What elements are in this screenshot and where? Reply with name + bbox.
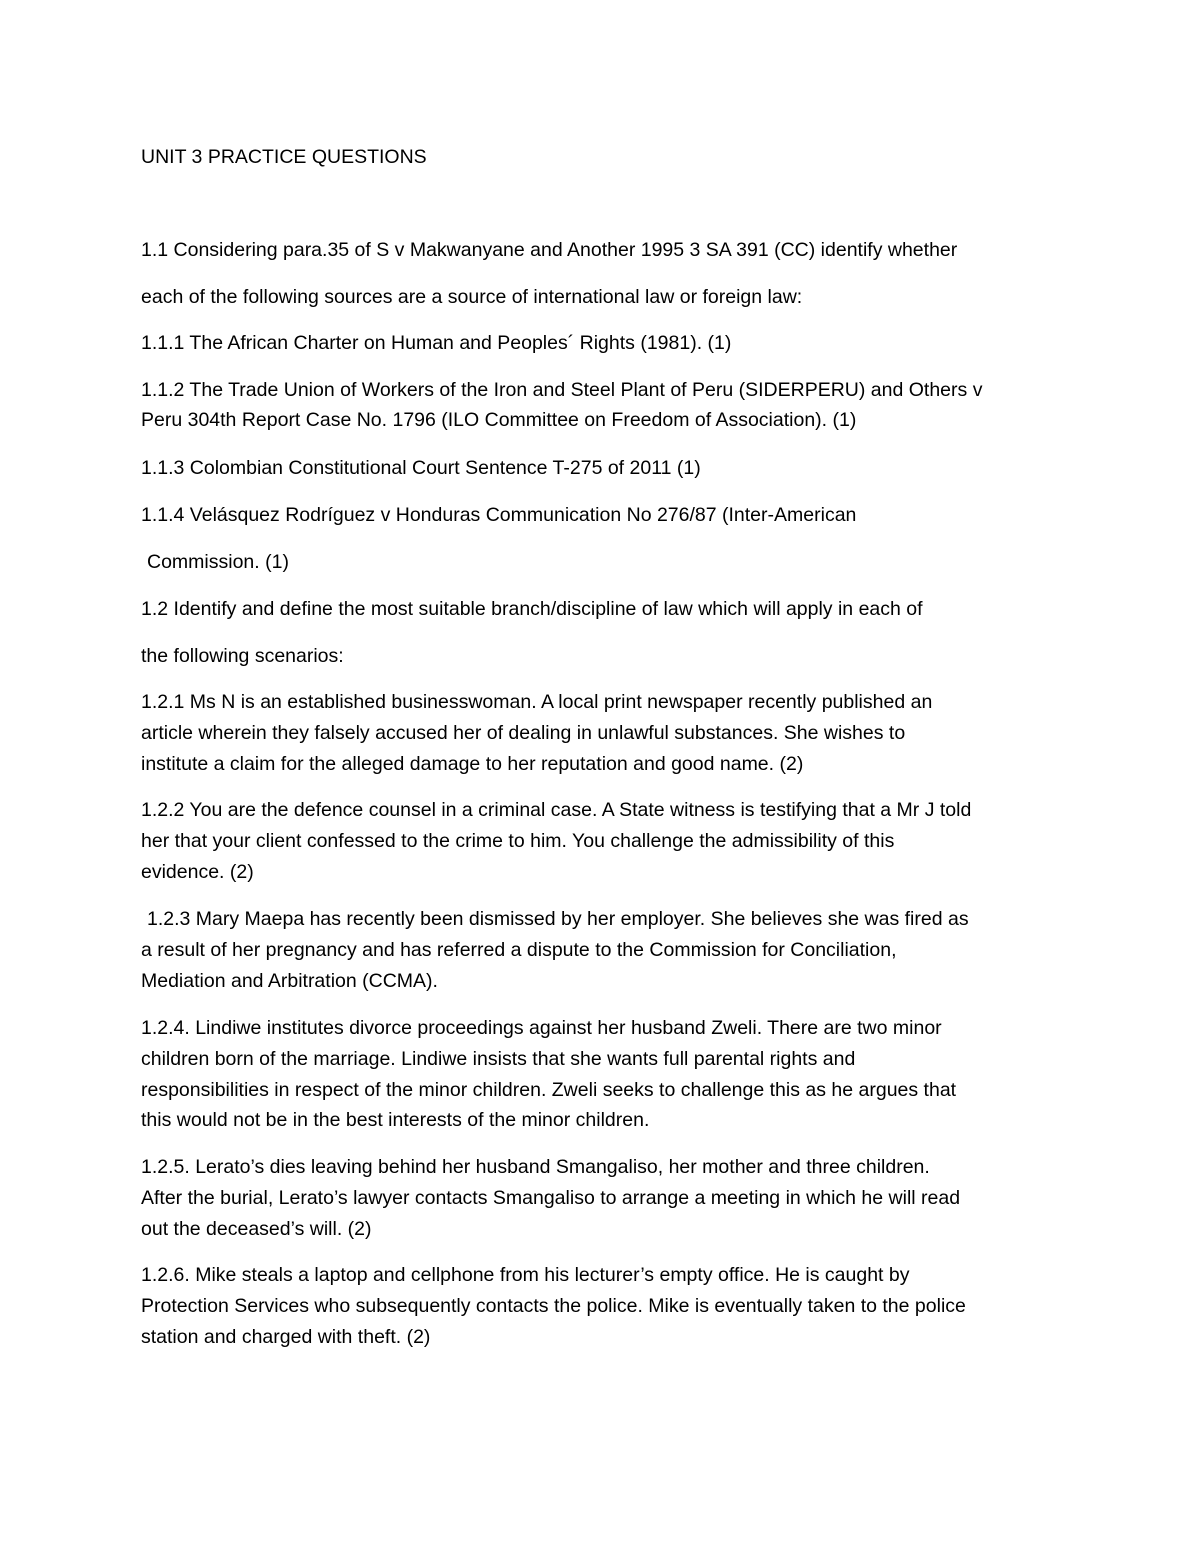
question-1-2-1-line-3: institute a claim for the alleged damage to her reputation and good name. (2) xyxy=(141,753,804,775)
question-1-1-3-line-1: 1.1.3 Colombian Constitutional Court Sentence T-275 of 2011 (1) xyxy=(141,457,701,479)
question-1-2-4-line-1: 1.2.4. Lindiwe institutes divorce proceedings against her husband Zweli. There are two minor xyxy=(141,1017,942,1039)
question-1-2-2-line-3: evidence. (2) xyxy=(141,861,254,883)
question-1-1-1-line-1: 1.1.1 The African Charter on Human and Peoples´ Rights (1981). (1) xyxy=(141,332,732,354)
question-1-2-3-line-2: a result of her pregnancy and has referred a dispute to the Commission for Conciliation, xyxy=(141,939,897,961)
question-1-2-6-line-3: station and charged with theft. (2) xyxy=(141,1326,431,1348)
question-1-2-6-line-2: Protection Services who subsequently contacts the police. Mike is eventually taken to the police xyxy=(141,1295,966,1317)
question-1-2-2-line-1: 1.2.2 You are the defence counsel in a criminal case. A State witness is testifying that a Mr J told xyxy=(141,799,972,821)
question-1-1-4-line-1: 1.1.4 Velásquez Rodríguez v Honduras Communication No 276/87 (Inter-American xyxy=(141,504,857,526)
question-1-1-2-line-1: 1.1.2 The Trade Union of Workers of the Iron and Steel Plant of Peru (SIDERPERU) and Others v xyxy=(141,379,983,401)
question-1-2-line-1: 1.2 Identify and define the most suitable branch/discipline of law which will apply in each of xyxy=(141,598,923,620)
question-1-2-3-line-1: 1.2.3 Mary Maepa has recently been dismissed by her employer. She believes she was fired as xyxy=(147,908,969,930)
question-1-2-1-line-1: 1.2.1 Ms N is an established businesswoman. A local print newspaper recently published an xyxy=(141,691,933,713)
question-1-2-5-line-2: After the burial, Lerato’s lawyer contacts Smangaliso to arrange a meeting in which he will read xyxy=(141,1187,961,1209)
question-1-2-1-line-2: article wherein they falsely accused her of dealing in unlawful substances. She wishes to xyxy=(141,722,906,744)
question-1-1-4-line-2: Commission. (1) xyxy=(147,551,289,573)
question-1-1-2-line-2: Peru 304th Report Case No. 1796 (ILO Committee on Freedom of Association). (1) xyxy=(141,409,857,431)
question-1-2-4-line-2: children born of the marriage. Lindiwe insists that she wants full parental rights and xyxy=(141,1048,856,1070)
question-1-2-5-line-3: out the deceased’s will. (2) xyxy=(141,1218,372,1240)
question-1-2-line-2: the following scenarios: xyxy=(141,645,344,667)
page-title: UNIT 3 PRACTICE QUESTIONS xyxy=(141,146,427,168)
question-1-1-line-1: 1.1 Considering para.35 of S v Makwanyane and Another 1995 3 SA 391 (CC) identify whether xyxy=(141,239,958,261)
question-1-2-5-line-1: 1.2.5. Lerato’s dies leaving behind her husband Smangaliso, her mother and three children. xyxy=(141,1156,930,1178)
question-1-2-4-line-3: responsibilities in respect of the minor children. Zweli seeks to challenge this as he argues that xyxy=(141,1079,957,1101)
question-1-2-3-line-3: Mediation and Arbitration (CCMA). xyxy=(141,970,438,992)
question-1-1-line-2: each of the following sources are a source of international law or foreign law: xyxy=(141,286,803,308)
question-1-2-4-line-4: this would not be in the best interests of the minor children. xyxy=(141,1109,650,1131)
question-1-2-2-line-2: her that your client confessed to the crime to him. You challenge the admissibility of this xyxy=(141,830,895,852)
question-1-2-6-line-1: 1.2.6. Mike steals a laptop and cellphone from his lecturer’s empty office. He is caught by xyxy=(141,1264,910,1286)
